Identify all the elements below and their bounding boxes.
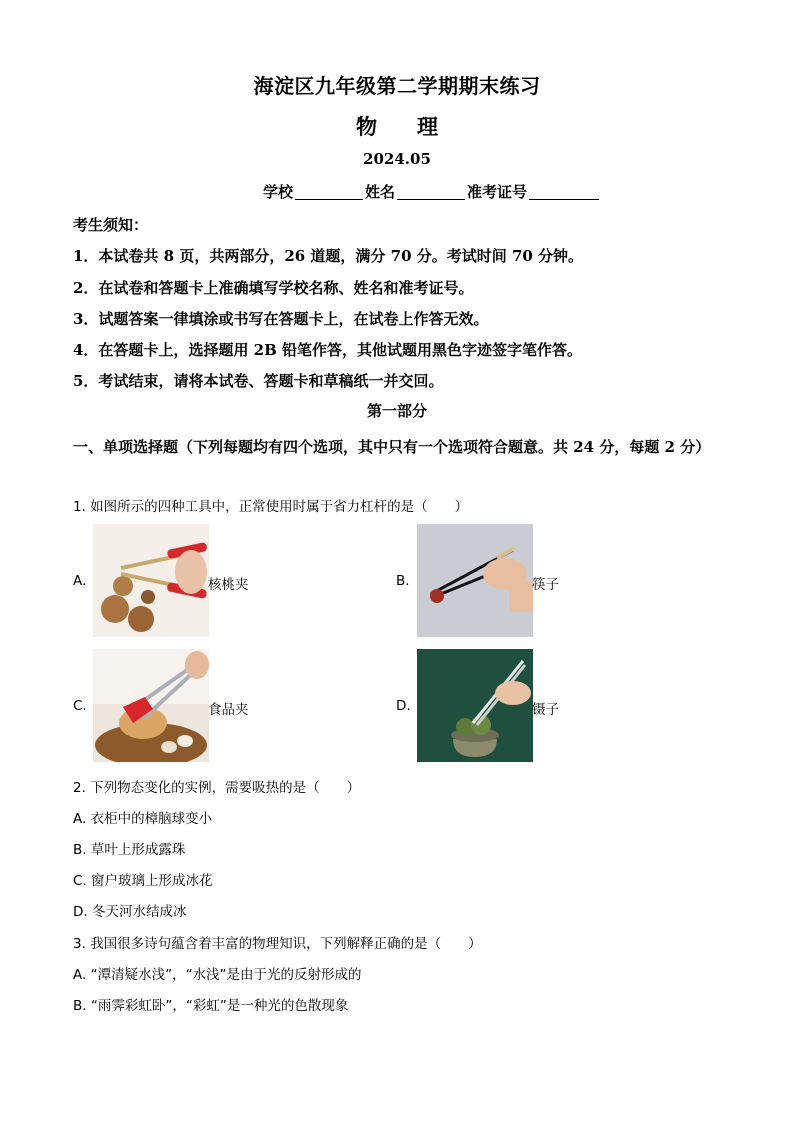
name-blank [397, 184, 465, 200]
notice-item: 2．在试卷和答题卡上准确填写学校名称、姓名和准考证号。 [73, 279, 474, 297]
option-a-caption: 核桃夹 [208, 577, 249, 593]
school-label: 学校 [263, 183, 294, 201]
notice-item: 1．本试卷共 8 页，共两部分，26 道题，满分 70 分。考试时间 70 分钟。 [73, 247, 584, 265]
food-tongs-photo-icon [93, 649, 209, 762]
option-d-caption: 镊子 [532, 702, 559, 718]
subject-title [0, 111, 794, 141]
school-blank [295, 184, 363, 200]
exam-title: 海淀区九年级第二学期期末练习 [253, 74, 541, 98]
question-3-stem: 3. 我国很多诗句蕴含着丰富的物理知识，下列解释正确的是（ ） [73, 936, 482, 952]
exam-date: 2024.05 [363, 150, 431, 168]
notice-item: 3．试题答案一律填涂或书写在答题卡上，在试卷上作答无效。 [73, 310, 489, 328]
question-1-stem: 1. 如图所示的四种工具中，正常使用时属于省力杠杆的是（ ） [73, 499, 469, 515]
exam-id-blank [529, 184, 599, 200]
notice-heading: 考生须知： [73, 216, 149, 234]
question-2-option-b: B. 草叶上形成露珠 [73, 842, 186, 858]
question-3-option-b: B. “雨霁彩虹卧”，“彩虹”是一种光的色散现象 [73, 998, 349, 1014]
question-2-stem: 2. 下列物态变化的实例，需要吸热的是（ ） [73, 780, 361, 796]
subject-char-1: 物 [356, 114, 377, 139]
name-label: 姓名 [365, 183, 396, 201]
tweezers-photo-icon [417, 649, 533, 762]
option-d-letter: D. [396, 698, 411, 714]
option-c-letter: C. [73, 698, 87, 714]
option-c-caption: 食品夹 [208, 702, 249, 718]
question-2-option-c: C. 窗户玻璃上形成冰花 [73, 873, 213, 889]
section-heading: 一、单项选择题（下列每题均有四个选项，其中只有一个选项符合题意。共 24 分，每题 2 分） [73, 438, 711, 456]
question-2-option-d: D. 冬天河水结成冰 [73, 904, 187, 920]
option-a-letter: A. [73, 573, 87, 589]
walnut-cracker-photo-icon [93, 524, 209, 637]
notice-item: 5．考试结束，请将本试卷、答题卡和草稿纸一并交回。 [73, 372, 444, 390]
exam-id-label: 准考证号 [467, 183, 528, 201]
subject-char-2: 理 [417, 114, 438, 139]
option-b-letter: B. [396, 573, 410, 589]
question-3-option-a: A. “潭清疑水浅”，“水浅”是由于光的反射形成的 [73, 967, 362, 983]
option-b-caption: 筷子 [532, 577, 559, 593]
student-info-line [263, 181, 601, 202]
question-2-option-a: A. 衣柜中的樟脑球变小 [73, 811, 213, 827]
notice-item: 4．在答题卡上，选择题用 2B 铅笔作答，其他试题用黑色字迹签字笔作答。 [73, 341, 582, 359]
chopsticks-photo-icon [417, 524, 533, 637]
part-one-title: 第一部分 [366, 402, 427, 420]
